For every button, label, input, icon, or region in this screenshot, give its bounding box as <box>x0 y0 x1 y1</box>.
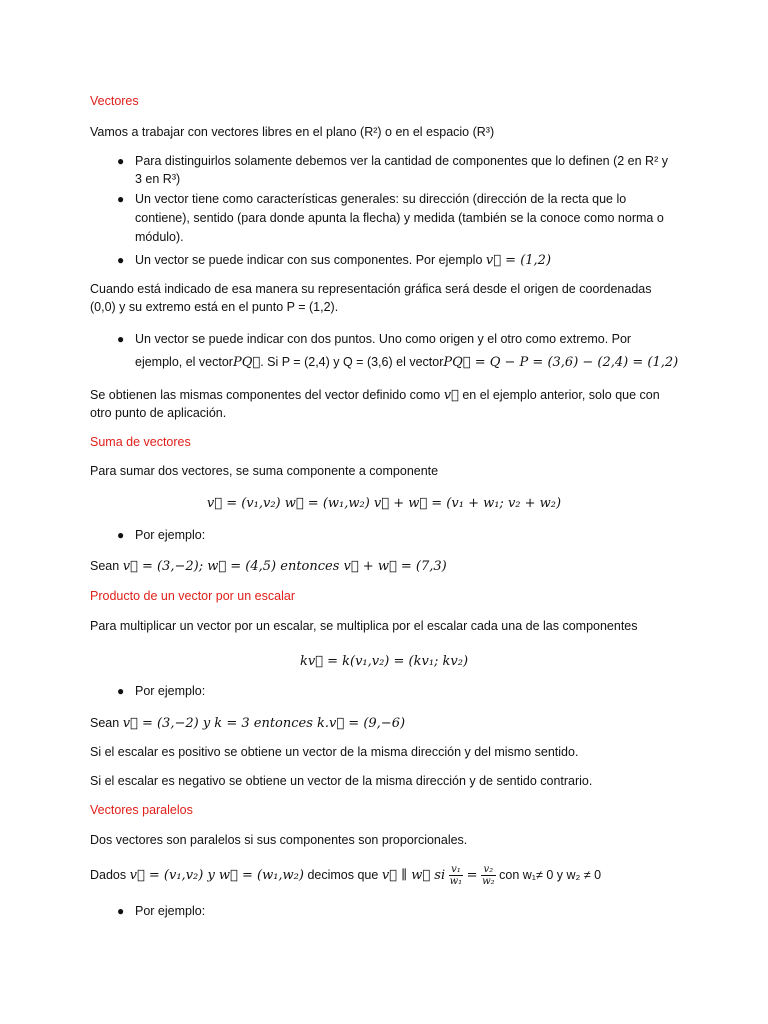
heading-vectores: Vectores <box>90 94 139 108</box>
producto-paragraph-1: Si el escalar es positivo se obtiene un vector de la misma dirección y del mismo sentido. <box>90 745 579 759</box>
bullet-producto: Por ejemplo: <box>135 684 206 698</box>
heading-suma: Suma de vectores <box>90 435 191 449</box>
bullet-icon: ● <box>117 332 125 346</box>
bullet-4-text-a: ejemplo, el vector <box>135 355 233 369</box>
bullet-3 <box>135 252 551 269</box>
bullet-icon: ● <box>117 253 125 267</box>
paragraph-2-text-b: en el ejemplo anterior, solo que con <box>462 388 660 402</box>
intro-suma: Para sumar dos vectores, se suma componente a componente <box>90 464 439 478</box>
paragraph-2-line-1 <box>90 387 660 404</box>
paralelos-definition <box>90 864 601 887</box>
heading-paralelos: Vectores paralelos <box>90 803 193 817</box>
bullet-icon: ● <box>117 154 125 168</box>
bullet-2-line-1: Un vector tiene como características generales: su dirección (dirección de la recta que lo <box>135 192 627 206</box>
bullet-4-pq: PQ⃗ <box>232 355 261 370</box>
bullet-4-formula: PQ⃗ = Q − P = (3,6) − (2,4) = (1,2) <box>443 355 679 370</box>
bullet-paralelos: Por ejemplo: <box>135 904 206 918</box>
example-producto <box>90 715 405 732</box>
intro-producto: Para multiplicar un vector por un escalar, se multiplica por el escalar cada una de las componentes <box>90 619 638 633</box>
bullet-2-line-2: contiene), sentido (para donde apunta la flecha) y medida (también se la conoce como norma o <box>135 211 664 225</box>
paralelos-decimos: decimos que <box>307 867 379 882</box>
example-producto-formula: v⃗ = (3,−2) y k = 3 entonces k.v⃗ = (9,−6) <box>122 716 406 731</box>
formula-suma: v⃗ = (v₁,v₂) w⃗ = (w₁,w₂) v⃗ + w⃗ = (v₁ + w₁; v₂ + w₂) <box>206 496 562 511</box>
formula-producto: kv⃗ = k(v₁,v₂) = (kv₁; kv₂) <box>299 654 469 669</box>
intro-paralelos: Dos vectores son paralelos si sus componentes son proporcionales. <box>90 833 468 847</box>
fraction-2-den: w₂ <box>482 876 495 887</box>
paralelos-dados: Dados <box>90 867 127 882</box>
example-producto-sean: Sean <box>90 716 120 730</box>
bullet-4-text-b: . Si P = (2,4) y Q = (3,6) el vector <box>260 355 444 369</box>
bullet-icon: ● <box>117 192 125 206</box>
paragraph-2-line-2: otro punto de aplicación. <box>90 406 227 420</box>
fraction-1 <box>449 864 464 887</box>
heading-producto: Producto de un vector por un escalar <box>90 589 295 603</box>
bullet-1-line-1: Para distinguirlos solamente debemos ver la cantidad de componentes que lo definen (2 en R² y <box>135 154 668 168</box>
bullet-3-text: Un vector se puede indicar con sus componentes. Por ejemplo <box>135 253 483 267</box>
bullet-suma: Por ejemplo: <box>135 528 206 542</box>
paragraph-2-text-a: Se obtienen las mismas componentes del vector definido como <box>90 388 441 402</box>
paralelos-formula-a: v⃗ = (v₁,v₂) y w⃗ = (w₁,w₂) <box>129 867 304 883</box>
paralelos-con: con w₁≠ 0 y w₂ ≠ 0 <box>499 867 602 882</box>
fraction-2-num: v₂ <box>481 864 496 876</box>
example-suma-sean: Sean <box>90 559 120 573</box>
bullet-icon: ● <box>117 684 125 698</box>
fraction-2 <box>481 864 496 887</box>
paragraph-1-line-1: Cuando está indicado de esa manera su representación gráfica será desde el origen de coordenadas <box>90 282 652 296</box>
bullet-icon: ● <box>117 904 125 918</box>
fraction-1-num: v₁ <box>449 864 464 876</box>
bullet-icon: ● <box>117 528 125 542</box>
bullet-2-line-3: módulo). <box>135 230 184 244</box>
example-suma <box>90 558 447 575</box>
producto-paragraph-2: Si el escalar es negativo se obtiene un vector de la misma dirección y de sentido contrario. <box>90 774 593 788</box>
paralelos-formula-b: v⃗ ∥ w⃗ si <box>381 867 446 883</box>
bullet-1-line-2: 3 en R³) <box>135 172 181 186</box>
bullet-3-formula: v⃗ = (1,2) <box>485 253 552 268</box>
paragraph-1-line-2: (0,0) y su extremo está en el punto P = (1,2). <box>90 300 339 314</box>
fraction-1-den: w₁ <box>449 876 463 887</box>
bullet-4-line-2 <box>135 354 678 371</box>
example-suma-formula: v⃗ = (3,−2); w⃗ = (4,5) entonces v⃗ + w⃗ = (7,3) <box>122 559 447 574</box>
paragraph-2-v: v⃗ <box>443 388 459 403</box>
intro-vectores: Vamos a trabajar con vectores libres en el plano (R²) o en el espacio (R³) <box>90 125 495 139</box>
fraction-equals: = <box>466 867 478 883</box>
bullet-4-line-1: Un vector se puede indicar con dos puntos. Uno como origen y el otro como extremo. Por <box>135 332 632 346</box>
